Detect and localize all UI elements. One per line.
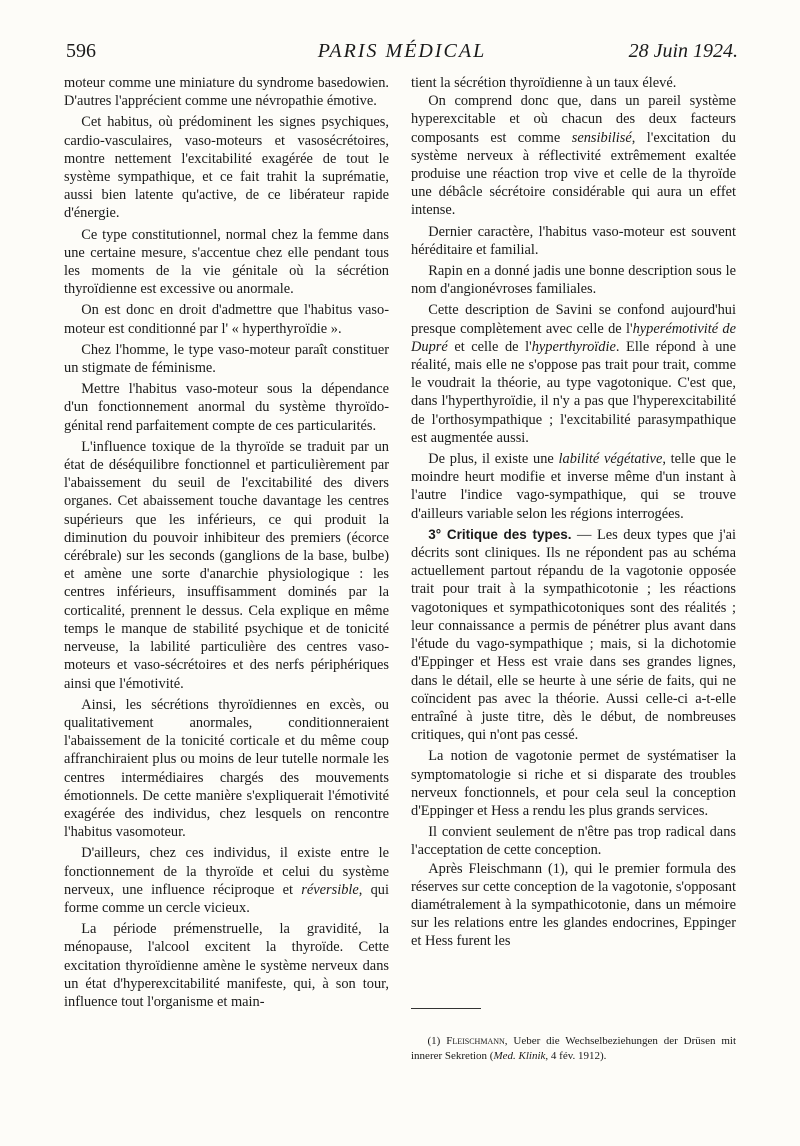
- left-column: [64, 74, 389, 1011]
- footnote-divider: [411, 1008, 481, 1009]
- paragraph: Mettre l'habitus vaso-moteur sous la dépendance d'un fonctionnement anormal du système thyroïdo-génital rend parfaitement compte de ces particularités.: [64, 381, 389, 434]
- paragraph: L'influence toxique de la thyroïde se traduit par un état de déséquilibre fonctionnel et particulièrement par l'abaissement du seuil de l'excitabilité des divers organes. Cet abaissement touche davantage les centres supérieurs que les inférieurs, ce qui produit la diminution du pouvoir inhibiteur des premiers (écorce cérébrale) sur les seconds (ganglions de la base, bulbe) et amène une sorte d'anarchie physiologique : les centres inférieurs, insuffisamment dominés par la corticalité, prennent le dessus. Cela explique en même temps le manque de stabilité psychique et de tonicité nerveuse, la labilité particulière des centres vaso-moteurs et vaso-sécrétoires et des nerfs périphériques ainsi que l'émotivité.: [64, 438, 389, 692]
- paragraph: [411, 92, 736, 219]
- section-paragraph: [411, 526, 736, 744]
- footnote-text: [411, 1034, 736, 1064]
- emphasis: labilité végétative: [558, 451, 663, 468]
- paragraph: On est donc en droit d'admettre que l'habitus vaso-moteur est conditionné par l' « hyperthyroïdie ».: [64, 302, 389, 337]
- text: , telle que le moindre heurt modifie et inverse même d'un instant à l'autre l'indice vago-sympathique, qui se trouve d'ailleurs variable selon les régions interrogées.: [411, 451, 737, 522]
- text: On comprend donc que, dans un pareil système hyperexcitable et où chacun des deux facteurs composants est comme: [411, 93, 736, 146]
- page-header: [66, 40, 738, 70]
- text: — Les deux types que j'ai décrits sont cliniques. Ils ne répondent pas au schéma actuellement partout répandu de la vagotonie opposée trait pour trait à la sympathicotonie ; les réactions vagotoniques et sympathicotoniques sont des réalités ; leur connaissance a permis de pénétrer plus avant dans l'étude du vago-sympathique ; mais, si la dichotomie d'Eppinger et Hess est vraie dans ses grandes lignes, dans le détail, elle se heurte à une série de faits, qui ne coïncident pas avec la théorie. Aussi celle-ci a-t-elle entraîné à juste titre, dès le début, de nombreuses critiques, qui n'ont pas cessé.: [411, 526, 736, 744]
- text: , qui forme comme un cercle vicieux.: [64, 881, 389, 916]
- emphasis: hyperémotivité de Dupré: [411, 320, 736, 355]
- paragraph: La notion de vagotonie permet de systématiser la symptomatologie si riche et si disparate des troubles nerveux fonctionnels, et pour cela seul la conception d'Eppinger et Hess a rendu les plus grands services.: [411, 748, 736, 819]
- section-heading: 3° Critique des types.: [428, 526, 572, 542]
- paragraph: moteur comme une miniature du syndrome basedowien. D'autres l'apprécient comme une névropathie émotive.: [64, 75, 389, 110]
- paragraph: Chez l'homme, le type vaso-moteur paraît constituer un stigmate de féminisme.: [64, 341, 389, 377]
- paragraph: [411, 450, 736, 523]
- journal-title: PARIS MÉDICAL: [317, 40, 487, 62]
- footnote: [411, 1034, 736, 1064]
- emphasis: sensibilisé: [571, 129, 632, 146]
- paragraph: La période prémenstruelle, la gravidité, la ménopause, l'alcool excitent la thyroïde. Cette excitation thyroïdienne amène le système nerveux dans un état d'hyperexcitabilité manifeste, qui, à son tour, influence tout l'organisme et main-: [64, 921, 389, 1010]
- emphasis: réversible: [301, 881, 359, 898]
- text: et celle de l': [447, 338, 532, 355]
- paragraph: Ce type constitutionnel, normal chez la femme dans une certaine mesure, s'accentue chez elle pendant tous les moments de la vie génitale où la sécrétion thyroïdienne est excessive ou anormale.: [64, 226, 389, 298]
- paragraph: Ainsi, les sécrétions thyroïdiennes en excès, ou qualitativement anormales, conditionneraient l'abaissement de la tonicité corticale et du même coup affranchiraient plus ou moins de leur tutelle normale les centres intermédiaires chargés des mouvements émotionnels. De cette manière s'expliquerait l'émotivité exagérée des individus, chez lesquels on rencontre l'habitus vasomoteur.: [64, 696, 389, 841]
- emphasis: hyperthyroïdie: [531, 338, 616, 355]
- paragraph: Après Fleischmann (1), qui le premier formula des réserves sur cette conception de la vagotonie, s'opposant diamétralement à la sympathicotonie, dans un mémoire sur les relations entre les glandes endocrines, Eppinger et Hess furent les: [411, 860, 736, 950]
- paragraph: tient la sécrétion thyroïdienne à un taux élevé.: [411, 75, 677, 91]
- text: , l'excitation du système nerveux à réflectivité extrêmement exaltée produise une réaction trop vive et celle de la thyroïde une débâcle sécrétoire considérable qui aura un effet intense.: [411, 129, 737, 219]
- text: Cette description de Savini se confond aujourd'hui presque complètement avec celle de l': [411, 302, 736, 337]
- paragraph: [411, 301, 736, 447]
- paragraph: Il convient seulement de n'être pas trop radical dans l'acceptation de cette conception.: [411, 824, 736, 859]
- paragraph: [64, 844, 389, 917]
- text: , Ueber die Wechselbeziehungen der Drüsen mit innerer Sekretion (: [411, 1035, 737, 1062]
- text: D'ailleurs, chez ces individus, il existe entre le fonctionnement de la thyroïde et celui du système nerveux, une influence réciproque et: [64, 845, 389, 898]
- paragraph: Dernier caractère, l'habitus vaso-moteur est souvent héréditaire et familial.: [411, 223, 736, 258]
- right-column: [411, 74, 736, 951]
- footnote-journal: Med. Klinik: [493, 1050, 546, 1062]
- text: , 4 fév. 1912).: [545, 1050, 607, 1062]
- page-number: 596: [66, 40, 96, 62]
- paragraph: Cet habitus, où prédominent les signes psychiques, cardio-vasculaires, vaso-moteurs et vasosécrétoires, montre nettement l'excitabilité exagérée de tout le système sympathique, et ce fait trahit la suprématie, aussi bien latente qu'active, de ce libérateur rapide d'énergie.: [64, 114, 389, 222]
- issue-date: 28 Juin 1924.: [628, 40, 738, 62]
- text: . Elle répond à une réalité, mais elle ne s'oppose pas trait pour trait, comme le voudrait la théorie, au type vagotonique. C'est que, dans l'hyperthyroïdie, il n'y a pas que l'hyperexcitabilité de l'orthosympathique ; l'excitabilité parasympathique est augmentée aussi.: [411, 338, 736, 446]
- text: De plus, il existe une: [428, 451, 559, 468]
- paragraph: Rapin en a donné jadis une bonne description sous le nom d'angionévroses familiales.: [411, 263, 736, 298]
- footnote-author: Fleischmann: [446, 1035, 505, 1047]
- footnote-marker: (1): [427, 1035, 441, 1047]
